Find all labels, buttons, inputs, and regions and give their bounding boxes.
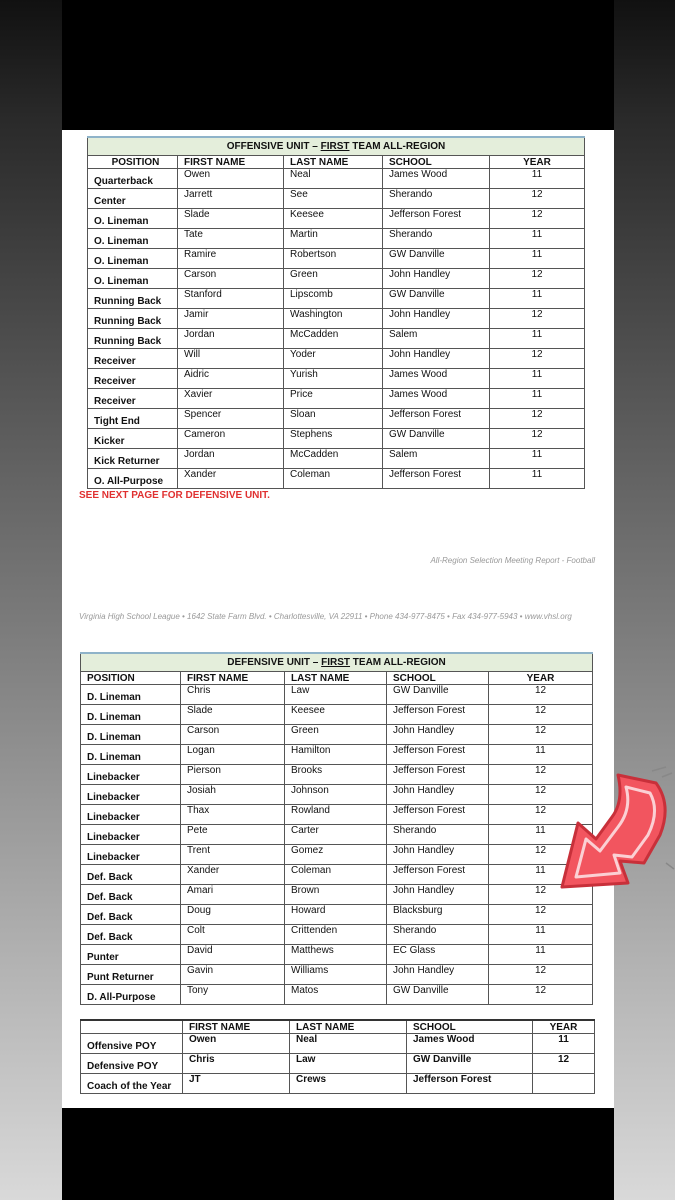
header-year: YEAR: [489, 672, 593, 685]
cell-year: 11: [490, 249, 585, 269]
cell-school: Jefferson Forest: [387, 705, 489, 725]
header-first-name: FIRST NAME: [181, 672, 285, 685]
header-position: POSITION: [81, 672, 181, 685]
cell-first-name: Chris: [183, 1054, 290, 1074]
cell-position: Defensive POY: [81, 1054, 183, 1074]
cell-year: 12: [489, 725, 593, 745]
header-school: SCHOOL: [407, 1020, 533, 1034]
table-header-row: [88, 156, 585, 169]
cell-position: O. All-Purpose: [88, 469, 178, 489]
cell-year: 11: [490, 369, 585, 389]
cell-year: 11: [490, 469, 585, 489]
cell-last-name: Neal: [290, 1034, 407, 1054]
cell-first-name: Josiah: [181, 785, 285, 805]
cell-first-name: Slade: [178, 209, 284, 229]
cell-first-name: Owen: [183, 1034, 290, 1054]
cell-position: Def. Back: [81, 925, 181, 945]
cell-year: 11: [490, 389, 585, 409]
table-row: [81, 705, 593, 725]
cell-last-name: Martin: [284, 229, 383, 249]
cell-last-name: Johnson: [285, 785, 387, 805]
cell-year: 11: [489, 925, 593, 945]
curved-arrow-icon: [548, 765, 675, 895]
cell-position: D. Lineman: [81, 725, 181, 745]
cell-year: 11: [490, 329, 585, 349]
cell-school: James Wood: [407, 1034, 533, 1054]
cell-last-name: Law: [290, 1054, 407, 1074]
cell-year: 11: [489, 745, 593, 765]
cell-school: Jefferson Forest: [407, 1074, 533, 1094]
cell-year: 12: [533, 1054, 595, 1074]
cell-school: John Handley: [387, 785, 489, 805]
cell-year: 12: [490, 189, 585, 209]
cell-last-name: Howard: [285, 905, 387, 925]
cell-school: James Wood: [383, 389, 490, 409]
cell-last-name: Matthews: [285, 945, 387, 965]
cell-position: D. Lineman: [81, 745, 181, 765]
cell-position: Def. Back: [81, 865, 181, 885]
cell-last-name: Crittenden: [285, 925, 387, 945]
cell-school: John Handley: [387, 845, 489, 865]
table-row: [88, 449, 585, 469]
cell-first-name: Jarrett: [178, 189, 284, 209]
cell-last-name: Crews: [290, 1074, 407, 1094]
cell-first-name: Xavier: [178, 389, 284, 409]
cell-first-name: Jordan: [178, 329, 284, 349]
cell-school: Jefferson Forest: [387, 805, 489, 825]
cell-position: D. Lineman: [81, 705, 181, 725]
see-next-page-notice: SEE NEXT PAGE FOR DEFENSIVE UNIT.: [79, 490, 270, 501]
cell-year: [533, 1074, 595, 1094]
cell-last-name: Washington: [284, 309, 383, 329]
table-row: [81, 1074, 595, 1094]
cell-first-name: Owen: [178, 169, 284, 189]
motion-line: [666, 863, 674, 869]
cell-position: O. Lineman: [88, 249, 178, 269]
offensive-table-title: OFFENSIVE UNIT – FIRST TEAM ALL-REGION: [88, 137, 585, 156]
table-row: [81, 1054, 595, 1074]
cell-school: Salem: [383, 449, 490, 469]
cell-school: GW Danville: [383, 289, 490, 309]
cell-year: 12: [490, 409, 585, 429]
cell-first-name: Stanford: [178, 289, 284, 309]
cell-position: D. All-Purpose: [81, 985, 181, 1005]
cell-school: Jefferson Forest: [387, 745, 489, 765]
table-row: [88, 229, 585, 249]
cell-first-name: Aidric: [178, 369, 284, 389]
cell-school: John Handley: [383, 309, 490, 329]
cell-school: John Handley: [387, 965, 489, 985]
cell-year: 11: [533, 1034, 595, 1054]
defensive-table-title: DEFENSIVE UNIT – FIRST TEAM ALL-REGION: [81, 653, 593, 672]
cell-position: Receiver: [88, 389, 178, 409]
header-first-name: FIRST NAME: [183, 1020, 290, 1034]
cell-last-name: McCadden: [284, 449, 383, 469]
cell-year: 12: [489, 985, 593, 1005]
cell-last-name: Williams: [285, 965, 387, 985]
cell-first-name: Jamir: [178, 309, 284, 329]
cell-school: GW Danville: [383, 249, 490, 269]
table-row: [81, 825, 593, 845]
offensive-table-body: [88, 169, 585, 489]
cell-position: Receiver: [88, 369, 178, 389]
cell-year: 12: [489, 885, 593, 905]
cell-first-name: Spencer: [178, 409, 284, 429]
table-row: [81, 985, 593, 1005]
table-row: [81, 965, 593, 985]
cell-school: Sherando: [387, 925, 489, 945]
table-title-row: [88, 137, 585, 156]
table-row: [81, 905, 593, 925]
cell-first-name: Chris: [181, 685, 285, 705]
cell-last-name: See: [284, 189, 383, 209]
table-row: [81, 805, 593, 825]
cell-first-name: Pete: [181, 825, 285, 845]
table-row: [88, 209, 585, 229]
vhsl-address-footer: Virginia High School League • 1642 State Farm Blvd. • Charlottesville, VA 22911 • Phone 434-977-8475 • Fax 434-977-5943 • www.vhsl.org: [79, 612, 572, 621]
table-row: [81, 725, 593, 745]
table-row: [81, 845, 593, 865]
cell-first-name: JT: [183, 1074, 290, 1094]
header-award: [81, 1020, 183, 1034]
cell-year: 12: [489, 785, 593, 805]
cell-school: GW Danville: [387, 985, 489, 1005]
cell-year: 12: [490, 209, 585, 229]
cell-year: 12: [489, 765, 593, 785]
cell-last-name: Robertson: [284, 249, 383, 269]
cell-last-name: Lipscomb: [284, 289, 383, 309]
cell-position: Running Back: [88, 329, 178, 349]
cell-last-name: Price: [284, 389, 383, 409]
defensive-table-body: [81, 685, 593, 1005]
cell-last-name: Yoder: [284, 349, 383, 369]
cell-year: 12: [490, 269, 585, 289]
cell-position: Punt Returner: [81, 965, 181, 985]
cell-first-name: Ramire: [178, 249, 284, 269]
cell-year: 12: [489, 685, 593, 705]
cell-position: Linebacker: [81, 845, 181, 865]
cell-year: 12: [489, 905, 593, 925]
cell-year: 11: [490, 449, 585, 469]
header-last-name: LAST NAME: [285, 672, 387, 685]
cell-school: Sherando: [387, 825, 489, 845]
cell-first-name: Slade: [181, 705, 285, 725]
table-row: [81, 885, 593, 905]
cell-position: Kicker: [88, 429, 178, 449]
offensive-unit-table: [87, 136, 585, 489]
cell-year: 12: [489, 705, 593, 725]
table-row: [81, 925, 593, 945]
cell-last-name: Gomez: [285, 845, 387, 865]
cell-position: O. Lineman: [88, 229, 178, 249]
cell-last-name: Neal: [284, 169, 383, 189]
cell-position: Linebacker: [81, 785, 181, 805]
motion-line: [652, 767, 666, 771]
cell-position: Def. Back: [81, 885, 181, 905]
header-last-name: LAST NAME: [290, 1020, 407, 1034]
cell-first-name: Colt: [181, 925, 285, 945]
cell-year: 11: [490, 169, 585, 189]
cell-position: Running Back: [88, 309, 178, 329]
cell-school: GW Danville: [387, 685, 489, 705]
cell-first-name: Jordan: [178, 449, 284, 469]
cell-position: Quarterback: [88, 169, 178, 189]
header-school: SCHOOL: [387, 672, 489, 685]
cell-year: 11: [490, 229, 585, 249]
cell-first-name: Doug: [181, 905, 285, 925]
cell-school: Sherando: [383, 189, 490, 209]
table-row: [88, 309, 585, 329]
cell-school: Jefferson Forest: [387, 765, 489, 785]
header-position: POSITION: [88, 156, 178, 169]
cell-last-name: Keesee: [284, 209, 383, 229]
table-row: [88, 189, 585, 209]
cell-first-name: Xander: [178, 469, 284, 489]
cell-last-name: Hamilton: [285, 745, 387, 765]
table-row: [88, 369, 585, 389]
cell-position: Linebacker: [81, 765, 181, 785]
cell-school: Jefferson Forest: [383, 409, 490, 429]
cell-position: Tight End: [88, 409, 178, 429]
cell-position: Running Back: [88, 289, 178, 309]
header-last-name: LAST NAME: [284, 156, 383, 169]
cell-last-name: Yurish: [284, 369, 383, 389]
table-row: [88, 289, 585, 309]
cell-first-name: Cameron: [178, 429, 284, 449]
cell-school: Jefferson Forest: [387, 865, 489, 885]
cell-year: 12: [490, 349, 585, 369]
cell-last-name: Keesee: [285, 705, 387, 725]
cell-school: James Wood: [383, 369, 490, 389]
top-black-border: [62, 0, 614, 130]
cell-school: GW Danville: [407, 1054, 533, 1074]
cell-school: Blacksburg: [387, 905, 489, 925]
report-footer: All-Region Selection Meeting Report - Football: [430, 556, 595, 565]
cell-last-name: Rowland: [285, 805, 387, 825]
cell-first-name: Gavin: [181, 965, 285, 985]
table-row: [88, 269, 585, 289]
cell-position: Kick Returner: [88, 449, 178, 469]
table-title-row: [81, 653, 593, 672]
motion-line: [662, 773, 672, 777]
cell-position: Receiver: [88, 349, 178, 369]
cell-last-name: Green: [284, 269, 383, 289]
cell-first-name: Carson: [178, 269, 284, 289]
cell-position: Center: [88, 189, 178, 209]
cell-school: Salem: [383, 329, 490, 349]
cell-year: 12: [489, 965, 593, 985]
table-row: [88, 349, 585, 369]
table-row: [88, 249, 585, 269]
table-header-row: [81, 672, 593, 685]
table-row: [88, 409, 585, 429]
header-year: YEAR: [490, 156, 585, 169]
cell-last-name: Brooks: [285, 765, 387, 785]
cell-position: Coach of the Year: [81, 1074, 183, 1094]
cell-first-name: Logan: [181, 745, 285, 765]
cell-year: 11: [490, 289, 585, 309]
header-school: SCHOOL: [383, 156, 490, 169]
table-row: [88, 169, 585, 189]
cell-year: 12: [490, 429, 585, 449]
cell-school: Jefferson Forest: [383, 209, 490, 229]
table-row: [81, 765, 593, 785]
cell-last-name: Coleman: [284, 469, 383, 489]
awards-table-body: [81, 1034, 595, 1094]
cell-last-name: Sloan: [284, 409, 383, 429]
cell-year: 12: [490, 309, 585, 329]
defensive-unit-table: [80, 652, 593, 1005]
cell-last-name: Carter: [285, 825, 387, 845]
cell-first-name: Thax: [181, 805, 285, 825]
cell-first-name: Tate: [178, 229, 284, 249]
cell-school: Jefferson Forest: [383, 469, 490, 489]
cell-last-name: Green: [285, 725, 387, 745]
bottom-black-border: [62, 1108, 614, 1200]
cell-school: John Handley: [383, 349, 490, 369]
table-header-row: [81, 1020, 595, 1034]
cell-school: EC Glass: [387, 945, 489, 965]
cell-school: John Handley: [383, 269, 490, 289]
table-row: [88, 329, 585, 349]
table-row: [81, 1034, 595, 1054]
cell-first-name: David: [181, 945, 285, 965]
table-row: [81, 945, 593, 965]
cell-last-name: Matos: [285, 985, 387, 1005]
cell-position: Linebacker: [81, 805, 181, 825]
table-row: [81, 785, 593, 805]
header-year: YEAR: [533, 1020, 595, 1034]
header-first-name: FIRST NAME: [178, 156, 284, 169]
table-row: [88, 469, 585, 489]
cell-position: O. Lineman: [88, 269, 178, 289]
cell-position: Linebacker: [81, 825, 181, 845]
table-row: [81, 745, 593, 765]
cell-first-name: Will: [178, 349, 284, 369]
cell-school: GW Danville: [383, 429, 490, 449]
cell-year: 12: [489, 845, 593, 865]
cell-year: 11: [489, 945, 593, 965]
table-row: [81, 865, 593, 885]
cell-first-name: Tony: [181, 985, 285, 1005]
cell-position: D. Lineman: [81, 685, 181, 705]
cell-position: Punter: [81, 945, 181, 965]
awards-table: [80, 1019, 595, 1094]
cell-position: Offensive POY: [81, 1034, 183, 1054]
cell-first-name: Trent: [181, 845, 285, 865]
cell-year: 11: [489, 865, 593, 885]
table-row: [81, 685, 593, 705]
cell-first-name: Pierson: [181, 765, 285, 785]
cell-position: Def. Back: [81, 905, 181, 925]
cell-last-name: Brown: [285, 885, 387, 905]
cell-school: Sherando: [383, 229, 490, 249]
cell-last-name: Law: [285, 685, 387, 705]
table-row: [88, 389, 585, 409]
cell-first-name: Carson: [181, 725, 285, 745]
cell-position: O. Lineman: [88, 209, 178, 229]
cell-school: John Handley: [387, 725, 489, 745]
cell-school: John Handley: [387, 885, 489, 905]
cell-last-name: Stephens: [284, 429, 383, 449]
cell-school: James Wood: [383, 169, 490, 189]
cell-first-name: Xander: [181, 865, 285, 885]
cell-year: 12: [489, 805, 593, 825]
cell-last-name: Coleman: [285, 865, 387, 885]
cell-last-name: McCadden: [284, 329, 383, 349]
table-row: [88, 429, 585, 449]
cell-first-name: Amari: [181, 885, 285, 905]
cell-year: 11: [489, 825, 593, 845]
